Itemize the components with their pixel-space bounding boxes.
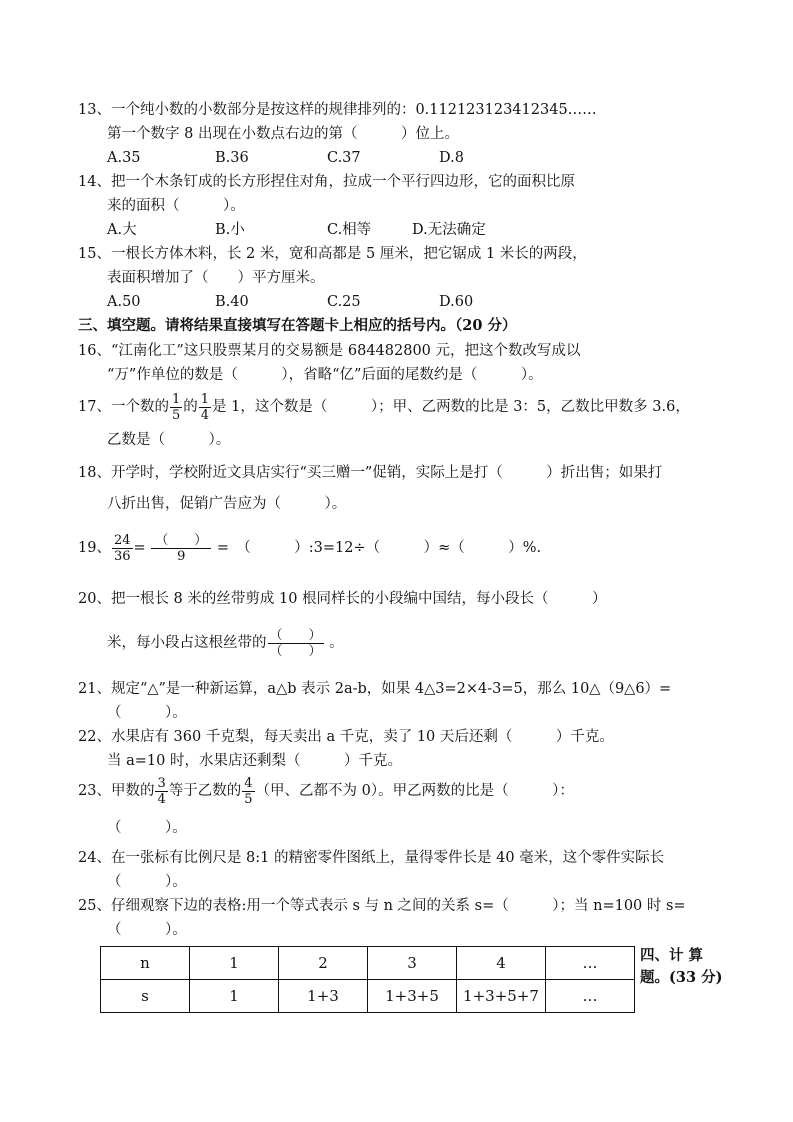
q13-option-b: B.36 [215, 150, 249, 166]
table-cell: 1+3+5+7 [457, 980, 546, 1013]
q16-line1: 16、“江南化工”这只股票某月的交易额是 684482800 元，把这个数改写成以 [78, 343, 581, 359]
q23-fraction-1-denominator: 4 [157, 791, 166, 807]
q17-line2: 乙数是（ ）。 [107, 432, 231, 448]
table-cell: 2 [279, 947, 368, 980]
q24-line1: 24、在一张标有比例尺是 8:1 的精密零件图纸上，量得零件长是 40 毫米，这个零件实际长 [78, 850, 665, 866]
q23-line1 [78, 774, 574, 808]
q17-fraction-1-numerator: 1 [171, 391, 181, 407]
q19-equals: = [133, 540, 146, 556]
q20-line1: 20、把一根长 8 米的丝带剪成 10 根同样长的小段编中国结，每小段长（ ） [78, 591, 607, 607]
q20-fraction-numerator: （ ） [269, 627, 322, 643]
q15-line1: 15、一根长方体木料，长 2 米，宽和高都是 5 厘米，把它锯成 1 米长的两段， [78, 246, 587, 262]
q19-prefix: 19、 [78, 540, 111, 556]
q23-fraction-1 [155, 776, 167, 807]
q22-line1: 22、水果店有 360 千克梨，每天卖出 a 千克，卖了 10 天后还剩（ ）千克。 [78, 729, 614, 745]
table-cell: … [546, 947, 635, 980]
q19-fraction-2-denominator: 9 [177, 548, 186, 564]
q13-line2: 第一个数字 8 出现在小数点右边的第（ ）位上。 [107, 126, 459, 142]
section-4-heading-line1: 四、计 算 [640, 947, 704, 964]
q15-line2: 表面积增加了（ ）平方厘米。 [107, 270, 325, 286]
q19-rest: = （ ）:3=12÷（ ）≈（ ）%. [216, 540, 542, 556]
q17-line1 [78, 390, 690, 424]
table-row [101, 980, 635, 1013]
q15-option-d: D.60 [439, 294, 474, 310]
q17-text-b: 的 [183, 399, 198, 415]
q23-fraction-2-denominator: 5 [244, 791, 253, 807]
q17-fraction-2-numerator: 1 [200, 391, 210, 407]
q23-line2: （ ）。 [107, 820, 187, 836]
q13-option-d: D.8 [439, 150, 464, 166]
q19-fraction-1 [112, 533, 133, 564]
table-cell: 1 [190, 980, 279, 1013]
q20-line2-text: 米，每小段占这根丝带的 [107, 635, 267, 651]
table-cell: 1+3+5 [368, 980, 457, 1013]
q23-text-c: （甲、乙都不为 0）。甲乙两数的比是（ ）： [255, 783, 574, 799]
q20-fraction-denominator: （ ） [269, 643, 322, 659]
q24-line2: （ ）。 [107, 874, 187, 890]
q17-fraction-1 [170, 392, 182, 423]
q23-fraction-1-numerator: 3 [157, 775, 166, 791]
q14-option-a: A.大 [107, 222, 137, 238]
table-row [101, 947, 635, 980]
table-cell: 1 [190, 947, 279, 980]
q16-line2: “万”作单位的数是（ ），省略“亿”后面的尾数约是（ ）。 [107, 367, 543, 383]
q15-option-b: B.40 [215, 294, 249, 310]
q25-line1: 25、仔细观察下边的表格:用一个等式表示 s 与 n 之间的关系 s=（ ）；当 n=100 时 s= [78, 898, 686, 914]
q13-line1: 13、一个纯小数的小数部分是按这样的规律排列的：0.112123123412345…… [78, 102, 597, 118]
q17-text-c: 是 1，这个数是（ ）；甲、乙两数的比是 3：5，乙数比甲数多 3.6， [212, 399, 690, 415]
q19-fraction-1-numerator: 24 [113, 532, 131, 548]
table-cell: 4 [457, 947, 546, 980]
q25-line2: （ ）。 [107, 922, 187, 938]
q13-option-a: A.35 [107, 150, 141, 166]
q20-fraction [268, 628, 324, 659]
table-cell: 1+3 [279, 980, 368, 1013]
q22-line2: 当 a=10 时，水果店还剩梨（ ）千克。 [107, 753, 402, 769]
q14-option-b: B.小 [215, 222, 245, 238]
q19-fraction-2 [151, 533, 211, 564]
q14-line1: 14、把一个木条钉成的长方形捏住对角，拉成一个平行四边形，它的面积比原 [78, 174, 575, 190]
q17-fraction-1-denominator: 5 [171, 407, 181, 423]
q15-option-a: A.50 [107, 294, 141, 310]
q18-line2: 八折出售，促销广告应为（ ）。 [107, 496, 347, 512]
section-4-heading-line2: 题。(33 分) [640, 969, 723, 986]
q19-fraction-1-denominator: 36 [113, 548, 131, 564]
q20-line2 [107, 625, 344, 661]
table-cell: 3 [368, 947, 457, 980]
q21-line2: （ ）。 [107, 705, 187, 721]
table-cell: s [101, 980, 190, 1013]
q14-option-c: C.相等 [327, 222, 372, 238]
q15-option-c: C.25 [327, 294, 361, 310]
table-cell: n [101, 947, 190, 980]
q14-line2: 来的面积（ ）。 [107, 198, 245, 214]
sequence-table [100, 946, 635, 1013]
q23-fraction-2 [242, 776, 254, 807]
q14-option-d: D.无法确定 [412, 222, 486, 238]
q23-fraction-2-numerator: 4 [244, 775, 253, 791]
q18-line1: 18、开学时，学校附近文具店实行“买三赠一”促销，实际上是打（ ）折出售；如果打 [78, 465, 663, 481]
table-cell: … [546, 980, 635, 1013]
q21-line1: 21、规定“△”是一种新运算，a△b 表示 2a-b，如果 4△3=2×4-3=5，那么 10△（9△6）= [78, 681, 672, 697]
section-3-heading: 三、填空题。请将结果直接填写在答题卡上相应的括号内。（20 分） [78, 317, 517, 334]
q19-line [78, 530, 541, 566]
q17-fraction-2-denominator: 4 [200, 407, 210, 423]
q17-fraction-2 [199, 392, 211, 423]
q13-option-c: C.37 [327, 150, 361, 166]
q23-text-b: 等于乙数的 [168, 783, 242, 799]
q17-text-a: 17、一个数的 [78, 399, 169, 415]
q19-fraction-2-numerator: （ ） [151, 533, 211, 549]
q23-text-a: 23、甲数的 [78, 783, 155, 799]
q20-end: 。 [329, 635, 344, 651]
